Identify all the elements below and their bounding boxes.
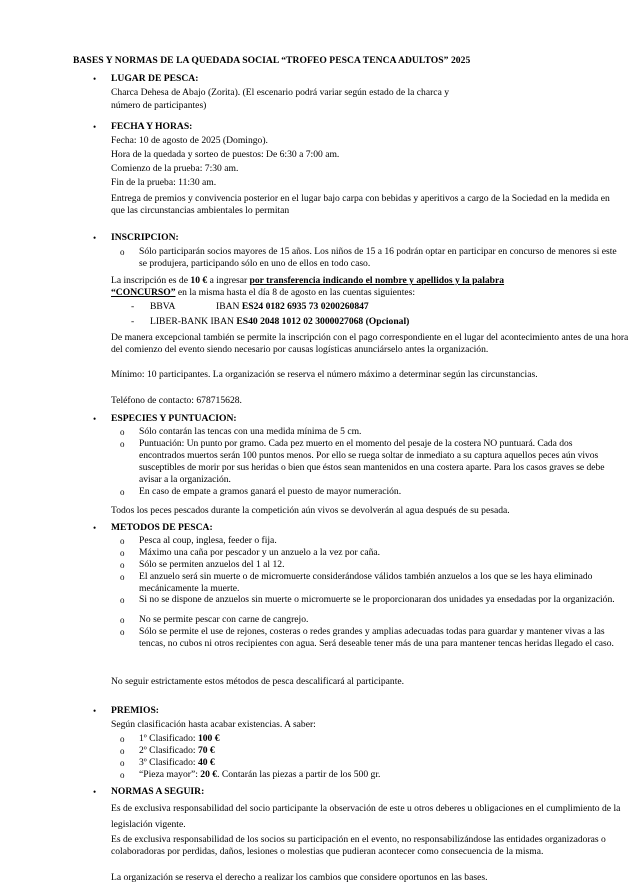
metodos-item: Si no se dispone de anzuelos sin muerte o micromuerte se le proporcionaran dos unidades ya ensedadas por la organización. (139, 594, 615, 605)
sub-bullet-icon: o (120, 595, 125, 605)
lugar-line-2: número de participantes) (111, 100, 207, 111)
premio-item (139, 733, 619, 745)
metodos-item: No se permite pescar con carne de cangrejo. (139, 614, 309, 625)
sub-bullet-icon: o (120, 560, 125, 570)
normas-paragraph: Es de exclusiva responsabilidad del socio participante la observación de este u otros deberes u obligaciones en el cumplimiento de la legislación vigente. (111, 803, 621, 830)
fecha-heading: FECHA Y HORAS: (111, 121, 193, 132)
premio-item (139, 745, 619, 757)
inscripcion-payment (111, 275, 626, 299)
inscripcion-heading: INSCRIPCION: (111, 232, 179, 243)
inscripcion-excepcional: De manera excepcional también se permite la inscripción con el pago correspondiente en el lugar del acontecimiento antes de una hora del comienzo del evento siendo necesario por causas logísticas anunciárselo antes la organización. (111, 332, 629, 355)
inscripcion-minimo: Mínimo: 10 participantes. La organización se reserva el número máximo a determinar según las circunstancias. (111, 369, 538, 380)
inscripcion-telefono: Teléfono de contacto: 678715628. (111, 395, 242, 406)
iban-label: IBAN (216, 301, 242, 312)
fecha-line: Fecha: 10 de agosto de 2025 (Domingo). (111, 135, 268, 146)
fecha-line: Comienzo de la prueba: 7:30 am. (111, 163, 239, 174)
sub-bullet-icon: o (120, 548, 125, 558)
premio-value: 20 € (200, 769, 218, 780)
sub-bullet-icon: o (120, 746, 125, 756)
sub-bullet-icon: o (120, 439, 125, 449)
sub-bullet-icon: o (120, 247, 125, 257)
sub-bullet-icon: o (120, 770, 125, 780)
bank-2 (150, 316, 409, 328)
sub-bullet-icon: o (120, 572, 125, 582)
especies-heading: ESPECIES Y PUNTUACION: (111, 413, 237, 424)
payment-text: La inscripción es de (111, 275, 191, 286)
metodos-item: El anzuelo será sin muerte o de micromuerte considerándose válidos también anzuelos a los que se les haya eliminado mecánicamente la muerte. (139, 571, 593, 594)
payment-keyword: “CONCURSO” (111, 287, 176, 298)
fecha-line: Hora de la quedada y sorteo de puestos: De 6:30 a 7:00 am. (111, 149, 340, 160)
bullet-icon: • (93, 523, 97, 533)
metodos-item: Sólo se permite el use de rejones, costeras o redes grandes y amplias adecuadas todas para guardar y mantener vivas a las tencas, no cubos ni otros recipientes con agua. Será deseable tener más de una para mantener tencas heridas llegado el caso. (139, 626, 614, 649)
premios-heading: PREMIOS: (111, 705, 159, 716)
premio-value: 70 € (197, 745, 215, 756)
dash-marker: - (131, 301, 135, 312)
premio-item (139, 757, 619, 769)
premio-label: “Pieza mayor”: (139, 769, 201, 780)
document-title: BASES Y NORMAS DE LA QUEDADA SOCIAL “TROFEO PESCA TENCA ADULTOS” 2025 (73, 55, 471, 66)
bank-2-name: LIBER-BANK IBAN (150, 316, 237, 327)
bank-2-iban: ES40 2048 1012 02 3000027068 (Opcional) (236, 316, 410, 327)
especies-note: Todos los peces pescados durante la competición aún vivos se devolverán al agua después de su pesada. (111, 505, 510, 516)
premio-item (139, 769, 619, 781)
sub-bullet-icon: o (120, 427, 125, 437)
fecha-line: Fin de la prueba: 11:30 am. (111, 177, 217, 188)
bullet-icon: • (93, 233, 97, 243)
premio-label: 2º Clasificado: (139, 745, 198, 756)
sub-bullet-icon: o (120, 758, 125, 768)
especies-item: Puntuación: Un punto por gramo. Cada pez muerto en el momento del pesaje de la costera NO puntuará. Cada dos encontrados muertos serán 100 puntos menos. Por ello se ruega soltar de inmediato a su captura aquellos peces aún vivos susceptibles de morir por sus heridas o bien que éstos sean mantenidos en una costera aparte. Para los casos graves se debe avisar a la organización. (139, 438, 605, 485)
bullet-icon: • (93, 414, 97, 424)
lugar-line-1: Charca Dehesa de Abajo (Zorita). (El escenario podrá variar según estado de la charca y (111, 87, 450, 98)
payment-text: en la misma hasta el día 8 de agosto en las cuentas siguientes: (175, 287, 416, 298)
sub-bullet-icon: o (120, 734, 125, 744)
premio-label: 3º Clasificado: (139, 757, 198, 768)
normas-paragraph: La organización se reserva el derecho a realizar los cambios que considere oportunos en las bases. (111, 872, 488, 883)
payment-instruction: por transferencia indicando el nombre y apellidos y la palabra (249, 275, 505, 286)
bullet-icon: • (93, 74, 97, 84)
sub-bullet-icon: o (120, 487, 125, 497)
sub-bullet-icon: o (120, 627, 125, 637)
premio-value: 40 € (197, 757, 215, 768)
especies-item: Sólo contarán las tencas con una medida mínima de 5 cm. (139, 426, 362, 437)
lugar-heading: LUGAR DE PESCA: (111, 73, 199, 84)
fecha-entrega: Entrega de premios y convivencia posterior en el lugar bajo carpa con bebidas y aperitivos a cargo de la Sociedad en la medida en que las circunstancias ambientales lo permitan (111, 193, 610, 216)
premio-label: 1º Clasificado: (139, 733, 198, 744)
payment-text: a ingresar (207, 275, 250, 286)
metodos-item: Sólo se permiten anzuelos del 1 al 12. (139, 559, 285, 570)
inscripcion-item: Sólo participarán socios mayores de 15 años. Los niños de 15 a 16 podrán optar en participar en concurso de menores si este se produjera, participando sólo en uno de ellos en todo caso. (139, 246, 617, 269)
metodos-item: Pesca al coup, inglesa, feeder o fija. (139, 535, 277, 546)
metodos-heading: METODOS DE PESCA: (111, 522, 213, 533)
sub-bullet-icon: o (120, 615, 125, 625)
bullet-icon: • (93, 706, 97, 716)
premio-detail: . Contarán las piezas a partir de los 500 gr. (217, 769, 381, 780)
sub-bullet-icon: o (120, 536, 125, 546)
payment-amount: 10 € (190, 275, 208, 286)
normas-paragraph: Es de exclusiva responsabilidad de los socios su participación en el evento, no responsabilizándose las entidades organizadoras o colaboradoras por perdidas, daños, lesiones o molestias que pudieran acontecer como consecuencia de la misma. (111, 834, 606, 857)
metodos-note: No seguir estrictamente estos métodos de pesca descalificará al participante. (111, 676, 405, 687)
bank-1-iban (216, 301, 369, 313)
premios-intro: Según clasificación hasta acabar existencias. A saber: (111, 719, 316, 730)
normas-heading: NORMAS A SEGUIR: (111, 786, 205, 797)
bullet-icon: • (93, 787, 97, 797)
iban-value: ES24 0182 6935 73 0200260847 (241, 301, 369, 312)
especies-item: En caso de empate a gramos ganará el puesto de mayor numeración. (139, 486, 402, 497)
bullet-icon: • (93, 122, 97, 132)
premio-value: 100 € (197, 733, 220, 744)
dash-marker: - (131, 316, 135, 327)
metodos-item: Máximo una caña por pescador y un anzuelo a la vez por caña. (139, 547, 381, 558)
bank-1-name: BBVA (150, 301, 176, 312)
